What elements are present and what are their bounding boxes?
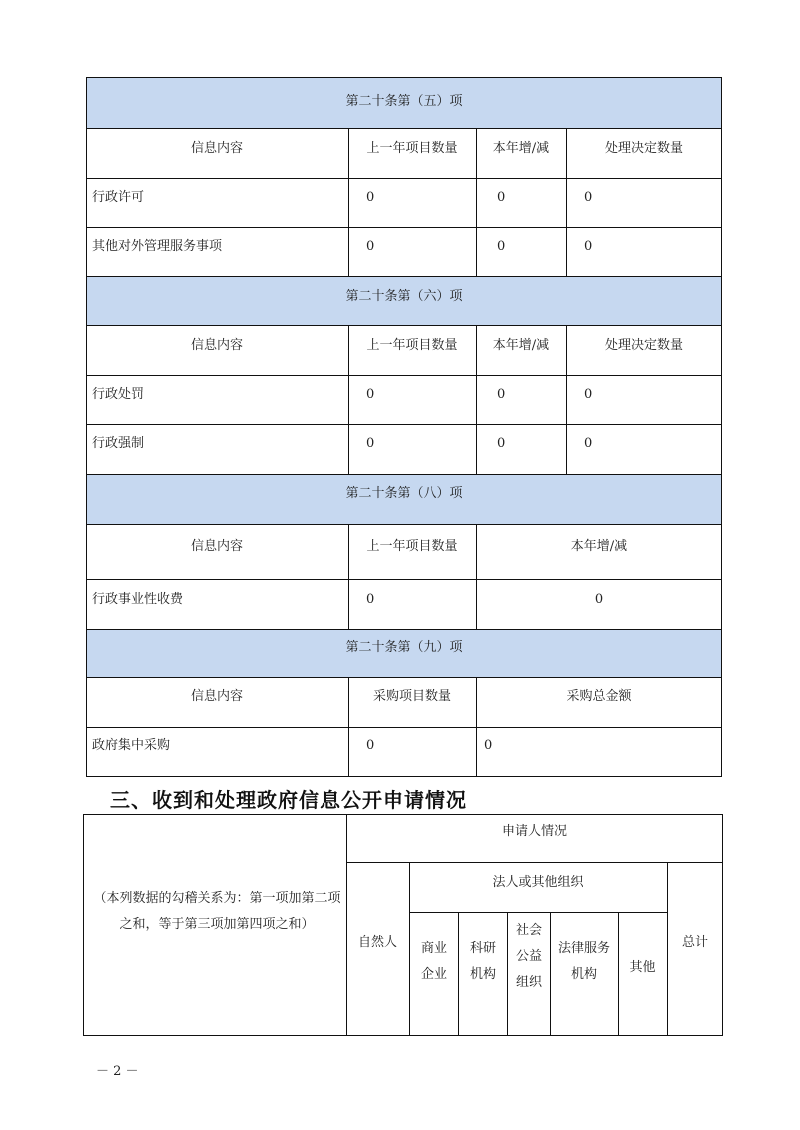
row-value: 0 bbox=[366, 387, 375, 402]
grid-line bbox=[476, 128, 477, 276]
header-last-year-count: 上一年项目数量 bbox=[366, 539, 458, 554]
header-change: 本年增/减 bbox=[570, 539, 628, 554]
row-label: 行政许可 bbox=[92, 190, 145, 205]
grid-line bbox=[86, 727, 722, 728]
row-value: 0 bbox=[584, 387, 593, 402]
row-value: 0 bbox=[594, 592, 604, 607]
col-research-institution: 科研机构 bbox=[469, 941, 496, 982]
header-change: 本年增/减 bbox=[492, 338, 550, 353]
header-procurement-count: 采购项目数量 bbox=[372, 689, 451, 704]
row-label: 其他对外管理服务事项 bbox=[92, 239, 223, 254]
grid-line bbox=[476, 524, 477, 629]
grid-line bbox=[86, 524, 722, 525]
header-last-year-count: 上一年项目数量 bbox=[366, 338, 458, 353]
grid-line bbox=[346, 862, 723, 863]
grid-line bbox=[86, 77, 722, 78]
grid-line bbox=[86, 776, 722, 777]
grid-line bbox=[86, 375, 722, 376]
grid-line bbox=[346, 814, 347, 1036]
row-value: 0 bbox=[497, 239, 506, 254]
header-info-content: 信息内容 bbox=[190, 141, 243, 156]
row-value: 0 bbox=[584, 239, 593, 254]
grid-line bbox=[86, 178, 722, 179]
natural-person-header: 自然人 bbox=[357, 935, 397, 950]
grid-line bbox=[348, 128, 349, 276]
row-value: 0 bbox=[366, 436, 375, 451]
row-value: 0 bbox=[366, 592, 375, 607]
grid-line bbox=[507, 912, 508, 1036]
row-value: 0 bbox=[484, 738, 493, 753]
grid-line bbox=[86, 77, 87, 776]
col-other: 其他 bbox=[629, 960, 656, 975]
header-decision-count: 处理决定数量 bbox=[604, 141, 683, 156]
grid-line bbox=[409, 912, 667, 913]
header-procurement-amount: 采购总金额 bbox=[566, 689, 632, 704]
row-value: 0 bbox=[366, 738, 375, 753]
col-legal-service-org: 法律服务机构 bbox=[558, 941, 611, 982]
row-label: 行政事业性收费 bbox=[92, 592, 184, 607]
header-info-content: 信息内容 bbox=[190, 338, 243, 353]
row-value: 0 bbox=[497, 387, 506, 402]
grid-line bbox=[566, 325, 567, 474]
table-note: （本列数据的勾稽关系为：第一项加第二项之和，等于第三项加第四项之和） bbox=[93, 891, 341, 932]
row-value: 0 bbox=[497, 436, 506, 451]
header-info-content: 信息内容 bbox=[190, 689, 243, 704]
grid-line bbox=[86, 629, 722, 630]
header-last-year-count: 上一年项目数量 bbox=[366, 141, 458, 156]
row-value: 0 bbox=[366, 190, 375, 205]
row-label: 政府集中采购 bbox=[92, 738, 171, 753]
section-heading: 三、收到和处理政府信息公开申请情况 bbox=[110, 788, 467, 812]
section-title-9: 第二十条第（九）项 bbox=[345, 640, 463, 655]
grid-line bbox=[348, 524, 349, 629]
col-commercial-enterprise: 商业企业 bbox=[420, 941, 447, 982]
grid-line bbox=[86, 474, 722, 475]
grid-line bbox=[86, 325, 722, 326]
grid-line bbox=[86, 424, 722, 425]
grid-line bbox=[86, 276, 722, 277]
grid-line bbox=[348, 677, 349, 776]
grid-line bbox=[476, 325, 477, 474]
section-title-8: 第二十条第（八）项 bbox=[345, 486, 463, 501]
header-change: 本年增/减 bbox=[492, 141, 550, 156]
header-info-content: 信息内容 bbox=[190, 539, 243, 554]
row-label: 行政强制 bbox=[92, 436, 145, 451]
grid-line bbox=[550, 912, 551, 1036]
row-value: 0 bbox=[497, 190, 506, 205]
grid-line bbox=[458, 912, 459, 1036]
grid-line bbox=[86, 227, 722, 228]
total-header: 总计 bbox=[681, 935, 708, 950]
header-decision-count: 处理决定数量 bbox=[604, 338, 683, 353]
grid-line bbox=[86, 677, 722, 678]
row-label: 行政处罚 bbox=[92, 387, 145, 402]
page-number: － 2 － bbox=[96, 1064, 139, 1079]
row-value: 0 bbox=[366, 239, 375, 254]
section-title-6: 第二十条第（六）项 bbox=[345, 289, 463, 304]
col-social-welfare-org: 社会公益组织 bbox=[515, 923, 542, 990]
grid-line bbox=[476, 677, 477, 776]
grid-line bbox=[86, 579, 722, 580]
grid-line bbox=[86, 128, 722, 129]
grid-line bbox=[721, 77, 722, 776]
section-title-5: 第二十条第（五）项 bbox=[345, 94, 463, 109]
grid-line bbox=[348, 325, 349, 474]
row-value: 0 bbox=[584, 190, 593, 205]
legal-entity-header: 法人或其他组织 bbox=[492, 875, 584, 890]
grid-line bbox=[566, 128, 567, 276]
applicant-header: 申请人情况 bbox=[501, 824, 567, 839]
row-value: 0 bbox=[584, 436, 593, 451]
